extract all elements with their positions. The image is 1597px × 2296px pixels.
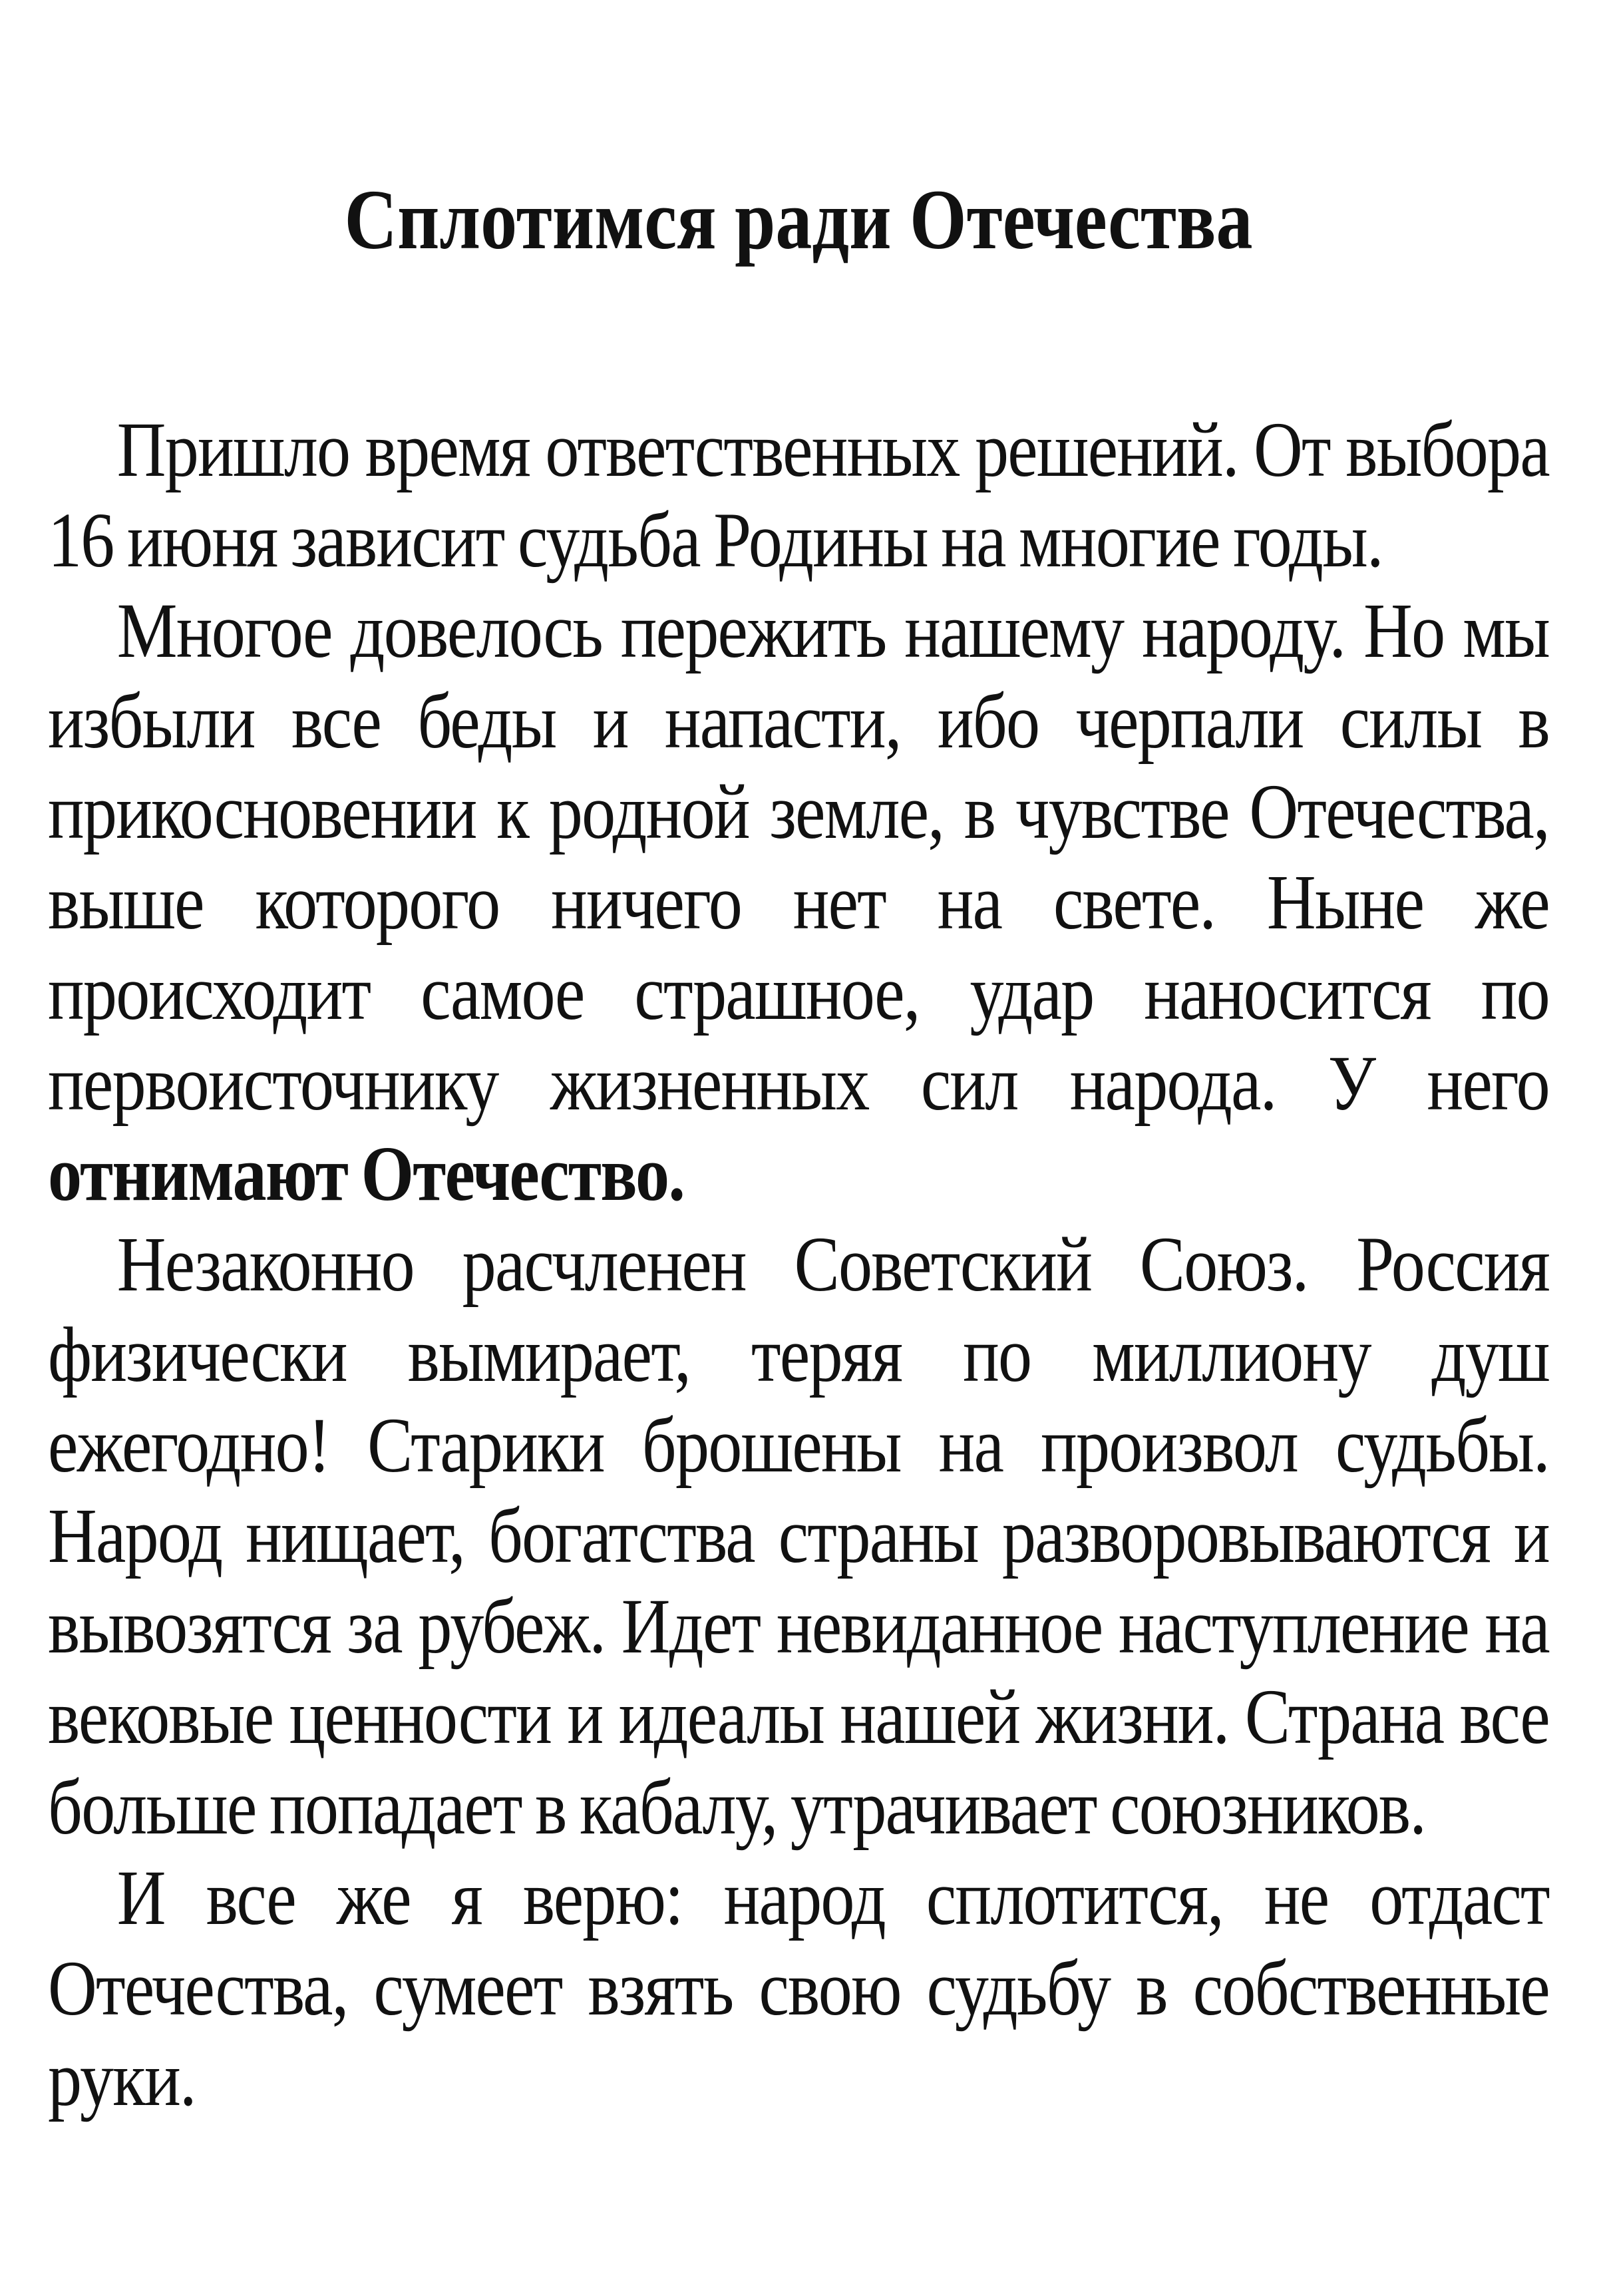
paragraph-2 (48, 586, 1549, 1219)
paragraph-3-text: Незаконно расчленен Советский Союз. Россия физически вымирает, теряя по миллиону душ ежегодно! Старики брошены на произвол судьбы. Народ нищает, богатства страны разворовываются и вывозятся за рубеж. Идет невиданное наступление на вековые ценности и идеалы нашей жизни. Страна все больше попадает в кабалу, утрачивает союзников. (48, 1221, 1549, 1851)
document-page (48, 166, 1549, 2124)
paragraph-1 (48, 405, 1549, 586)
paragraph-1-text: Пришло время ответственных решений. От выбора 16 июня зависит судьба Родины на многие годы. (48, 406, 1549, 584)
paragraph-2-emphasis: отнимают Отечество. (48, 1130, 685, 1217)
paragraph-4 (48, 1853, 1549, 2124)
document-body (48, 405, 1549, 2124)
paragraph-2-text: Многое довелось пережить нашему народу. Но мы избыли все беды и напасти, ибо черпали силы в прикосновении к родной земле, в чувстве Отечества, выше которого ничего нет на свете. Ныне же происходит самое страшное, удар наносится по первоисточнику жизненных сил народа. У него (48, 587, 1549, 1127)
paragraph-3 (48, 1219, 1549, 1853)
paragraph-4-text: И все же я верю: народ сплотится, не отдаст Отечества, сумеет взять свою судьбу в собственные руки. (48, 1854, 1549, 2122)
document-title: Сплотимся ради Отечества (344, 172, 1253, 267)
